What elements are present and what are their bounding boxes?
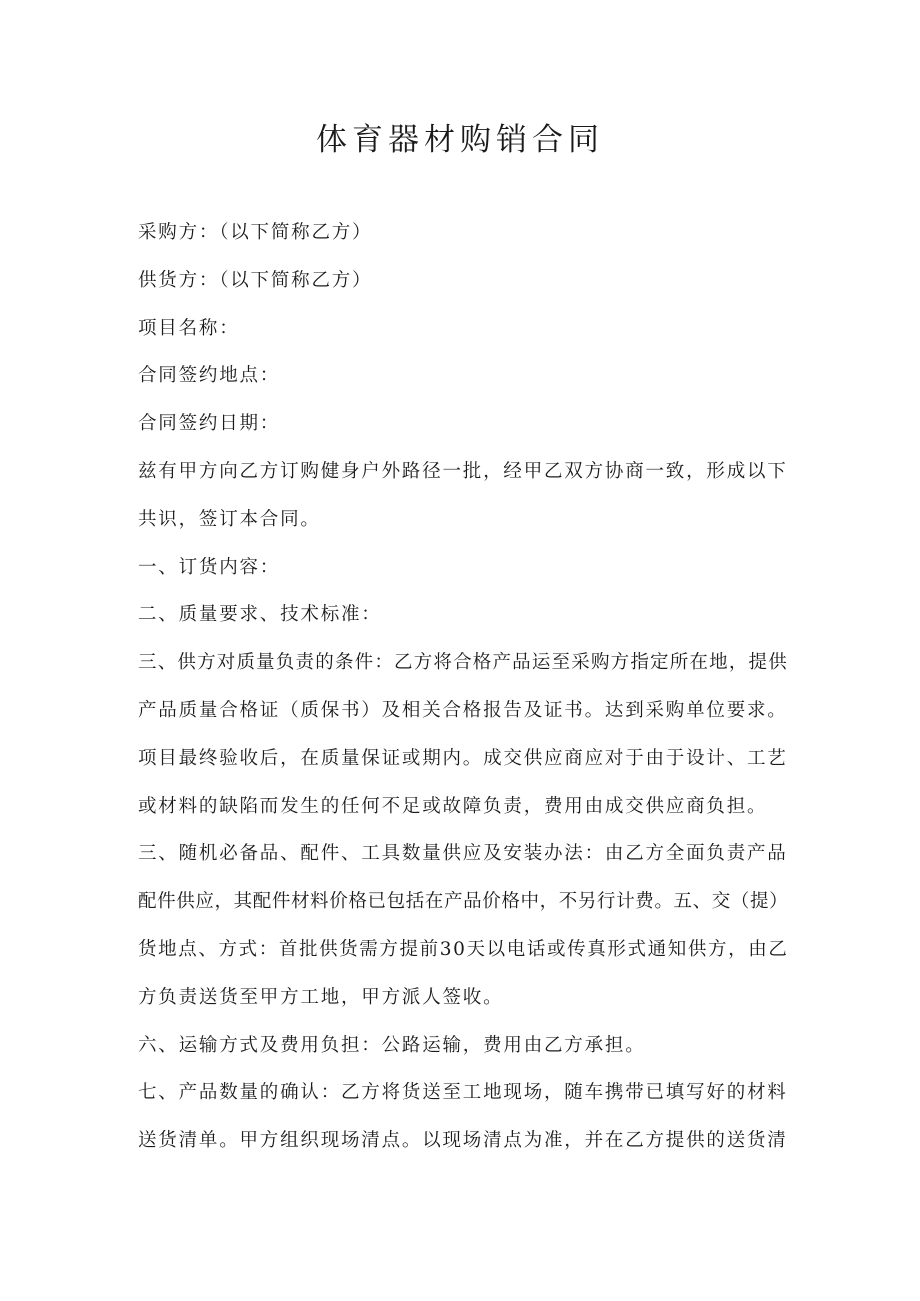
document-title: 体育器材购销合同 — [316, 122, 604, 158]
body-line: 三、供方对质量负责的条件：乙方将合格产品运至采购方指定所在地，提供 — [138, 652, 788, 674]
body-line: 共识，签订本合同。 — [138, 508, 321, 530]
section-transport: 六、运输方式及费用负担：公路运输，费用由乙方承担。 — [138, 1034, 646, 1056]
body-line: 产品质量合格证（质保书）及相关合格报告及证书。达到采购单位要求。 — [138, 699, 788, 721]
body-line: 或材料的缺陷而发生的任何不足或故障负责，费用由成交供应商负担。 — [138, 795, 768, 817]
body-line: 项目最终验收后，在质量保证或期内。成交供应商应对于由于设计、工艺 — [138, 747, 788, 769]
signing-date-line: 合同签约日期： — [138, 413, 281, 435]
signing-place-line: 合同签约地点： — [138, 365, 281, 387]
document-body — [138, 209, 789, 1165]
body-line: 方负责送货至甲方工地，甲方派人签收。 — [138, 986, 504, 1008]
section-quality-standard: 二、质量要求、技术标准： — [138, 604, 382, 626]
body-line: 兹有甲方向乙方订购健身户外路径一批，经甲乙双方协商一致，形成以下 — [138, 460, 788, 482]
supplier-line: 供货方：（以下简称乙方） — [138, 269, 373, 291]
project-name-line: 项目名称： — [138, 317, 240, 339]
buyer-line: 采购方：（以下简称乙方） — [138, 222, 373, 243]
body-line: 送货清单。甲方组织现场清点。以现场清点为准，并在乙方提供的送货清 — [138, 1130, 788, 1152]
section-order-content: 一、订货内容： — [138, 556, 281, 578]
body-line: 三、随机必备品、配件、工具数量供应及安装办法：由乙方全面负责产品 — [138, 843, 788, 865]
body-line: 七、产品数量的确认：乙方将货送至工地现场，随车携带已填写好的材料 — [138, 1082, 788, 1104]
body-line: 配件供应，其配件材料价格已包括在产品价格中，不另行计费。五、交（提） — [138, 891, 789, 913]
body-line: 货地点、方式：首批供货需方提前30天以电话或传真形式通知供方，由乙 — [138, 938, 789, 960]
